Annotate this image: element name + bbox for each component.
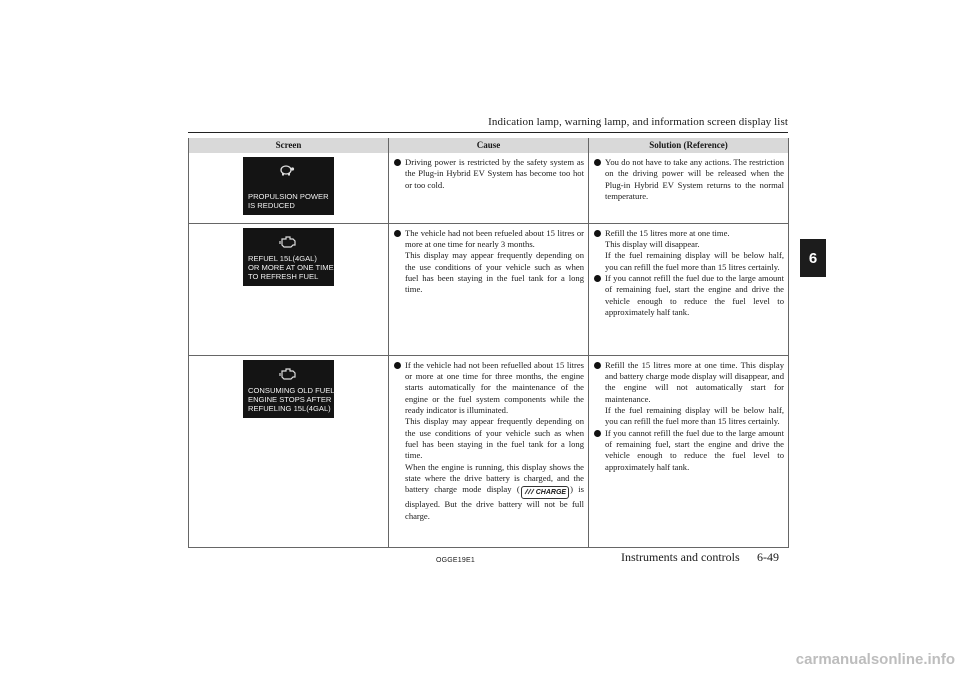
solution-bullet: You do not have to take any actions. The restriction on the driving power will be released when the Plug-in Hybrid EV System returns to the normal temperature.	[593, 157, 784, 202]
chapter-tab: 6	[800, 239, 826, 277]
battery-charge-mode-badge: CHARGE	[521, 486, 569, 499]
bullet-dot	[594, 159, 601, 166]
solution-bullet: If you cannot refill the fuel due to the large amount of remaining fuel, start the engine and drive the vehicle enough to reduce the fuel level to approximately half tank.	[593, 273, 784, 318]
bullet-dot	[394, 159, 401, 166]
turtle-icon	[279, 164, 295, 179]
display-list-table	[188, 138, 789, 548]
display-screen-propulsion	[243, 157, 334, 215]
watermark: carmanualsonline.info	[795, 651, 955, 668]
page-number: 6-49	[757, 550, 779, 564]
solution-cell	[589, 355, 789, 547]
solution-cell	[589, 153, 789, 223]
section-title: Instruments and controls	[621, 550, 740, 564]
screen-cell	[189, 223, 389, 355]
screen-cell	[189, 153, 389, 223]
solution-bullet: If you cannot refill the fuel due to the large amount of remaining fuel, start the engine and drive the vehicle enough to reduce the fuel level to approximately half tank.	[593, 428, 784, 473]
cause-bullet: Driving power is restricted by the safety system as the Plug-in Hybrid EV System has become too hot or too cold.	[393, 157, 584, 191]
engine-warning-icon	[279, 367, 297, 384]
screen-message: REFUEL 15L(4GAL) OR MORE AT ONE TIME TO REFRESH FUEL	[248, 253, 334, 281]
document-code: OGGE19E1	[436, 557, 475, 564]
header-rule	[188, 132, 788, 133]
bullet-dot	[594, 275, 601, 282]
header-cause: Cause	[389, 138, 589, 153]
cause-bullet: If the vehicle had not been refuelled about 15 litres or more at one time for three months, the engine starts automatically for the maintenance of the engine or the fuel system components while the ready indicator is illuminated. This display may appear frequently depending on the use conditions of your vehicle such as when fuel has been staying in the fuel tank for a long time. When the engine is running, this display shows the state where the drive battery is charged, and the battery charge mode display ( CHARGE ) is displayed. But the drive battery will not be full charge.	[393, 360, 584, 522]
display-screen-refuel	[243, 228, 334, 286]
table-row	[189, 223, 789, 355]
battery-charge-icon	[524, 489, 536, 496]
solution-bullet: Refill the 15 litres more at one time. This display and battery charge mode display will disappear, and the engine will not automatically start for maintenance. If the fuel remaining display will be below half, you can refill the fuel more than 15 litres certainly.	[593, 360, 784, 428]
bullet-dot	[394, 362, 401, 369]
display-screen-old-fuel	[243, 360, 337, 418]
running-head: Indication lamp, warning lamp, and information screen display list	[488, 116, 788, 128]
solution-bullet: Refill the 15 litres more at one time. This display will disappear. If the fuel remaining display will be below half, you can refill the fuel more than 15 litres certainly.	[593, 228, 784, 273]
bullet-dot	[394, 230, 401, 237]
cause-cell	[389, 355, 589, 547]
header-solution: Solution (Reference)	[589, 138, 789, 153]
bullet-dot	[594, 430, 601, 437]
screen-message: CONSUMING OLD FUEL, ENGINE STOPS AFTER REFUELING 15L(4GAL)	[248, 385, 337, 413]
header-screen: Screen	[189, 138, 389, 153]
bullet-dot	[594, 362, 601, 369]
table-row	[189, 355, 789, 547]
screen-cell	[189, 355, 389, 547]
table-row	[189, 153, 789, 223]
cause-bullet: The vehicle had not been refueled about 15 litres or more at one time for nearly 3 months. This display may appear frequently depending on the use conditions of your vehicle such as when fuel has been staying in the fuel tank for a long time.	[393, 228, 584, 296]
screen-message: PROPULSION POWER IS REDUCED	[248, 192, 329, 210]
cause-cell	[389, 223, 589, 355]
solution-cell	[589, 223, 789, 355]
table-header-row	[189, 138, 789, 153]
engine-warning-icon	[279, 235, 297, 252]
bullet-dot	[594, 230, 601, 237]
cause-cell	[389, 153, 589, 223]
